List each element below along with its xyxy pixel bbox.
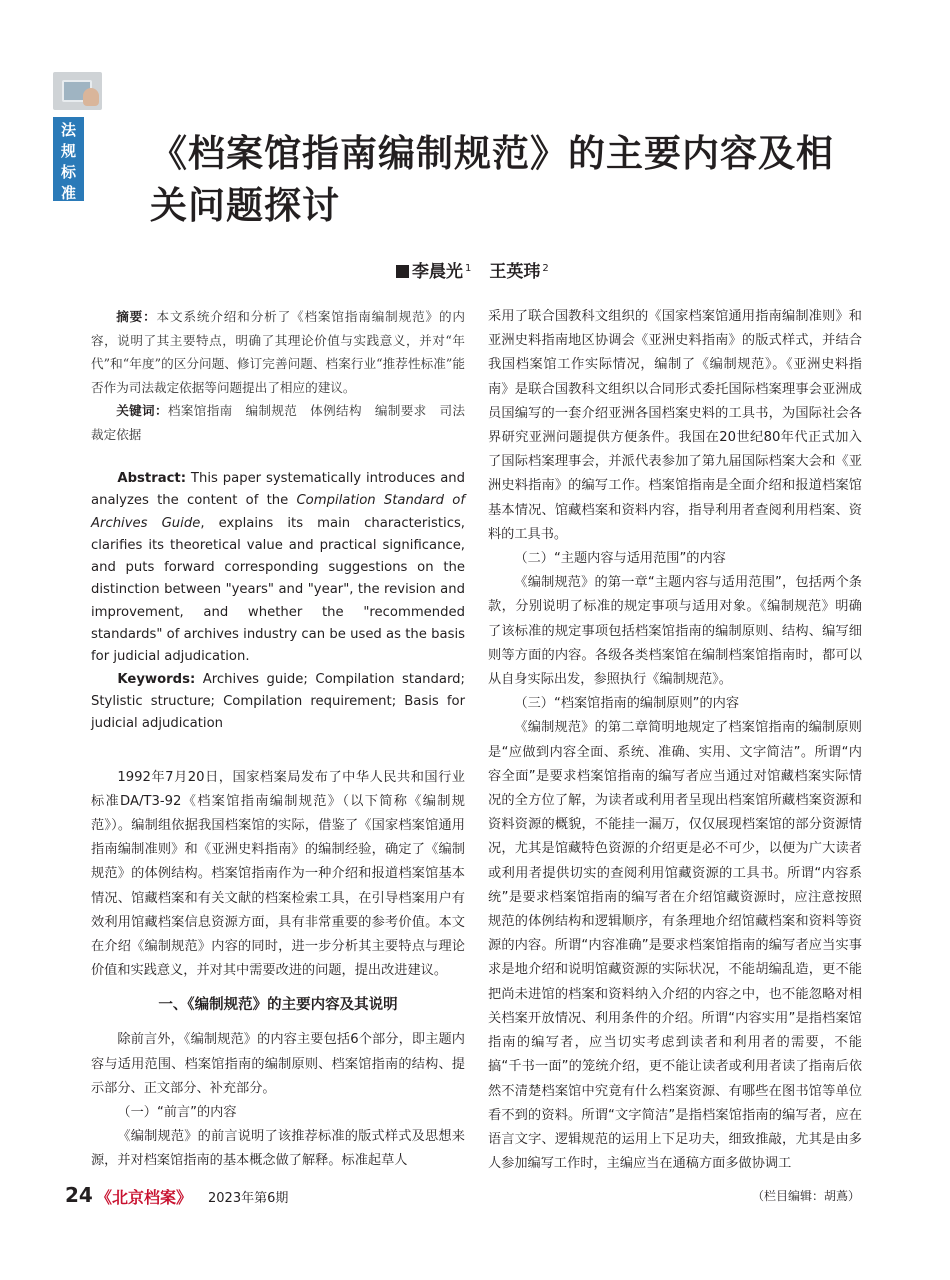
abstract-en-text-after: , explains its main characteristics, clarifies its theoretical value and practical significance, and puts forward corresponding suggestions on the distinction between "years" and "year", the revision and improvement, and whether the "recommended standards" of archives industry can be used as the basis for judicial adjudication.: [91, 515, 466, 665]
body-paragraph: 除前言外，《编制规范》的内容主要包括6个部分，即主题内容与适用范围、档案馆指南的编制原则、档案馆指南的结构、提示部分、正文部分、补充部分。: [91, 1032, 465, 1096]
keywords-en-text: Archives guide; Compilation standard; Stylistic structure; Compilation requirement; Basis for judicial adjudication: [91, 671, 465, 732]
issue-label: 2023年第6期: [208, 1191, 289, 1206]
abstract-en: [91, 468, 465, 669]
abstract-cn-label: 摘要：: [116, 309, 157, 324]
subsection-heading: （一）“前言”的内容: [117, 1105, 237, 1120]
author-line: [396, 257, 549, 282]
section-heading: 一、《编制规范》的主要内容及其说明: [158, 997, 398, 1014]
keywords-en-label: Keywords:: [117, 671, 196, 687]
abstract-en-text-before: This paper systematically introduces and analyzes the content of the: [91, 471, 466, 509]
body-paragraph: 《编制规范》的第一章“主题内容与适用范围”，包括两个条款，分别说明了标准的规定事项与适用对象。《编制规范》明确了该标准的规定事项包括档案馆指南的编制原则、结构、编写细则等方面的内容。各级各类档案馆在编制档案馆指南时，都可以从自身实际出发，参照执行《编制规范》。: [488, 575, 862, 688]
subsection-heading: （二）“主题内容与适用范围”的内容: [514, 551, 726, 567]
author-name: 王英玮: [489, 262, 541, 282]
hand-shape: [83, 88, 99, 106]
abstract-en-label: Abstract:: [117, 471, 186, 486]
author-square-marker: [396, 265, 409, 278]
column-thumbnail-image: [53, 72, 102, 110]
column-tag-char: 准: [60, 184, 76, 202]
keywords-cn-text: 档案馆指南 编制规范 体例结构 编制要求 司法裁定依据: [91, 403, 466, 442]
abstract-cn: [91, 305, 465, 399]
abstract-en-title-italic: Compilation Standard of Archives Guide: [91, 493, 465, 531]
column-tag-char: 标: [60, 163, 76, 181]
column-tag-char: 规: [60, 142, 76, 160]
column-tag-char: 法: [60, 121, 76, 139]
subsection-heading: （三）“档案馆指南的编制原则”的内容: [514, 696, 740, 712]
right-column: [488, 305, 862, 1176]
keywords-cn: [91, 399, 465, 446]
author-affiliation-mark: 2: [542, 263, 549, 274]
body-paragraph: 1992年7月20日，国家档案局发布了中华人民共和国行业标准DA/T3-92《档案馆指南编制规范》（以下简称《编制规范》）。编制组依据我国档案馆的实际，借鉴了《国家档案馆通用指南编制准则》和《亚洲史料指南》的编制经验，确定了《编制规范》的体例结构。档案馆指南作为一种介绍和报道档案馆基本情况、馆藏档案和有关文献的档案检索工具，在引导档案用户有效利用馆藏档案信息资源方面，具有非常重要的参考价值。本文在介绍《编制规范》内容的同时，进一步分析其主要特点与理论价值和实践意义，并对其中需要改进的问题，提出改进建议。: [91, 769, 465, 979]
body-paragraph: 《编制规范》的第二章简明地规定了档案馆指南的编制原则是“应做到内容全面、系统、准确、实用、文字简洁”。所谓“内容全面”是要求档案馆指南的编写者应当通过对馆藏档案实际情况的全方位了解，为读者或利用者呈现出档案馆所藏档案资源和资料资源的概貌，不能挂一漏万，仅仅展现档案馆的部分资源情况，尤其是馆藏特色资源的介绍更是必不可少，以便为广大读者或利用者提供切实的查阅利用馆藏资源的工具书。所谓“内容系统”是要求档案馆指南的编写者在介绍馆藏资源时，应注意按照规范的体例结构和逻辑顺序，有条理地介绍馆藏档案和资料等资源的内容。所谓“内容准确”是要求档案馆指南的编写者应当实事求是地介绍和说明馆藏资源的实际状况，不能胡编乱造，更不能把尚未进馆的档案和资料纳入介绍的内容之中，也不能忽略对相关档案开放情况、利用条件的介绍。所谓“内容实用”是指档案馆指南的编写者，应当切实考虑到读者和利用者的需要，不能搞“千书一面”的笼统介绍，更不能让读者或利用者读了指南后依然不清楚档案馆中究竟有什么档案资源、有哪些在图书馆等单位看不到的资料。所谓“文字简洁”是指档案馆指南的编写者，应在语言文字、逻辑规范的运用上下足功夫，细致推敲，尤其是由多人参加编写工作时，主编应当在通稿方面多做协调工: [488, 720, 862, 1172]
author-affiliation-mark: 1: [465, 263, 472, 274]
magazine-name: 《北京档案》: [96, 1188, 193, 1207]
body-paragraph: 《编制规范》的前言说明了该推荐标准的版式样式及思想来源，并对档案馆指南的基本概念做了解释。标准起草人: [91, 1129, 465, 1169]
abstract-cn-text: 本文系统介绍和分析了《档案馆指南编制规范》的内容，说明了其主要特点，明确了其理论价值与实践意义，并对“年代”和“年度”的区分问题、修订完善问题、档案行业“推荐性标准”能否作为司法裁定依据等问题提出了相应的建议。: [91, 309, 466, 395]
article-title: 《档案馆指南编制规范》的主要内容及相关问题探讨: [150, 132, 834, 227]
column-tag: [53, 117, 84, 201]
author-name: 李晨光: [412, 262, 463, 282]
column-editor: （栏目编辑：胡蔦）: [752, 1189, 861, 1203]
page-number: 24: [65, 1183, 93, 1207]
left-column: [91, 305, 465, 1174]
keywords-cn-label: 关键词：: [116, 403, 168, 418]
body-paragraph: 采用了联合国教科文组织的《国家档案馆通用指南编制准则》和亚洲史料指南地区协调会《亚洲史料指南》的版式样式，并结合我国档案馆工作实际情况，编制了《编制规范》。《亚洲史料指南》是联合国教科文组织以合同形式委托国际档案理事会亚洲成员国编写的一套介绍亚洲各国档案史料的工具书，为国际社会各界研究亚洲问题提供方便条件。我国在20世纪80年代正式加入了国际档案理事会，并派代表参加了第九届国际档案大会和《亚洲史料指南》的编写工作。档案馆指南是全面介绍和报道档案馆基本情况、馆藏档案和资料内容，指导利用者查阅利用档案、资料的工具书。: [488, 309, 862, 542]
keywords-en: [91, 669, 465, 736]
